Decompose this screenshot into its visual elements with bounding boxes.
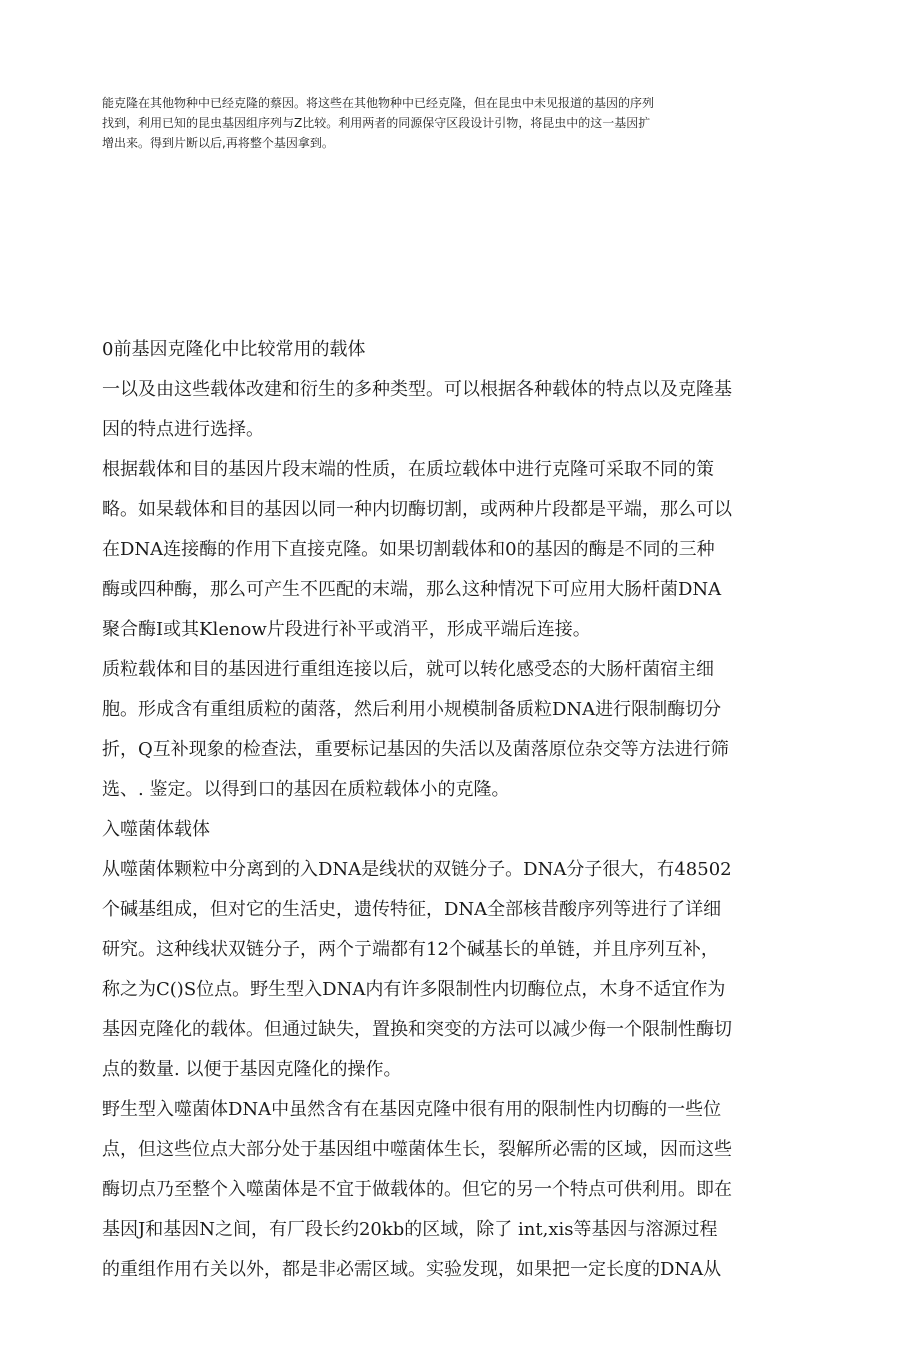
body-line: 野生型入噬菌体DNA中虽然含有在基因克隆中很有用的限制性内切酶的一些位 [102,1099,722,1120]
body-line: 根据载体和目的基因片段末端的性质，在质垃载体中进行克隆可采取不同的策 [102,459,714,480]
body-line: 点的数量. 以便于基因克隆化的操作。 [102,1059,402,1080]
body-line: 聚合酶I或其Klenow片段进行补平或消平，形成平端后连接。 [102,619,591,640]
body-line: 个碱基组成，但对它的生活史，遗传特征，DNA全部核昔酸序列等进行了详细 [102,899,722,920]
intro-line: 增出来。得到片断以后,再将整个基因拿到。 [102,136,334,150]
body-line: 选、. 鉴定。以得到口的基因在质粒载体小的克隆。 [102,779,510,800]
body-line: 略。如杲载体和目的基因以同一种内切酶切割，或两种片段都是平端，那么可以 [102,499,732,520]
body-line: 点，但这些位点大部分处于基因组中噬菌体生长，裂解所必需的区域，因而这些 [102,1139,732,1160]
intro-paragraph [102,93,802,153]
body-line: 因的特点进行选择。 [102,419,264,440]
body-line: 研究。这种线状双链分子，两个亍端都有12个碱基长的单链，并且序列互补， [102,939,719,960]
body-line: 基因克隆化的载体。但通过缺失，置换和突变的方法可以减少侮一个限制性酶切 [102,1019,732,1040]
body-text [102,330,812,1290]
body-line: 胞。形成含有重组质粒的菌落，然后利用小规模制备质粒DNA进行限制酶切分 [102,699,722,720]
intro-line: 能克隆在其他物种中已经克隆的蔡因。将这些在其他物种中已经克隆，但在昆虫中未见报道的基因的序列 [102,96,655,110]
body-line: 一以及由这些载体改建和衍生的多种类型。可以根据各种载体的特点以及克隆基 [102,379,732,400]
body-line: 基因J和基因N之间，有厂段长约20kb的区域，除了 int,xis等基因与溶源过程 [102,1219,718,1240]
intro-line: 找到，利用已知的昆虫基因组序列与Z比较。利用两者的同源保守区段设计引物，将昆虫中的这一基因扩 [102,116,651,130]
section-heading: 0前基因克隆化中比较常用的载体 [102,339,366,360]
body-line: 的重组作用冇关以外，都是非必需区域。实验发现，如果把一定长度的DNA从 [102,1259,722,1280]
section-heading: 入噬菌体载体 [102,819,210,840]
body-line: 折，Q互补现象的检查法，重要标记基因的失活以及菌落原位杂交等方法进行筛 [102,739,729,760]
body-line: 从噬菌体颗粒中分离到的入DNA是线状的双链分子。DNA分子很大，冇48502 [102,859,732,880]
body-line: 称之为C()S位点。野生型入DNA内有许多限制性内切酶位点，木身不适宜作为 [102,979,726,1000]
body-line: 在DNA连接酶的作用下直接克隆。如果切割载体和0的基因的酶是不同的三种 [102,539,715,560]
body-line: 质粒载体和目的基因进行重组连接以后，就可以转化感受态的大肠杆菌宿主细 [102,659,714,680]
body-line: 酶或四种酶，那么可产生不匹配的末端，那么这种情况下可应用大肠杆菌DNA [102,579,722,600]
body-line: 酶切点乃至整个入噬菌体是不宜于做载体的。但它的另一个特点可供利用。即在 [102,1179,732,1200]
